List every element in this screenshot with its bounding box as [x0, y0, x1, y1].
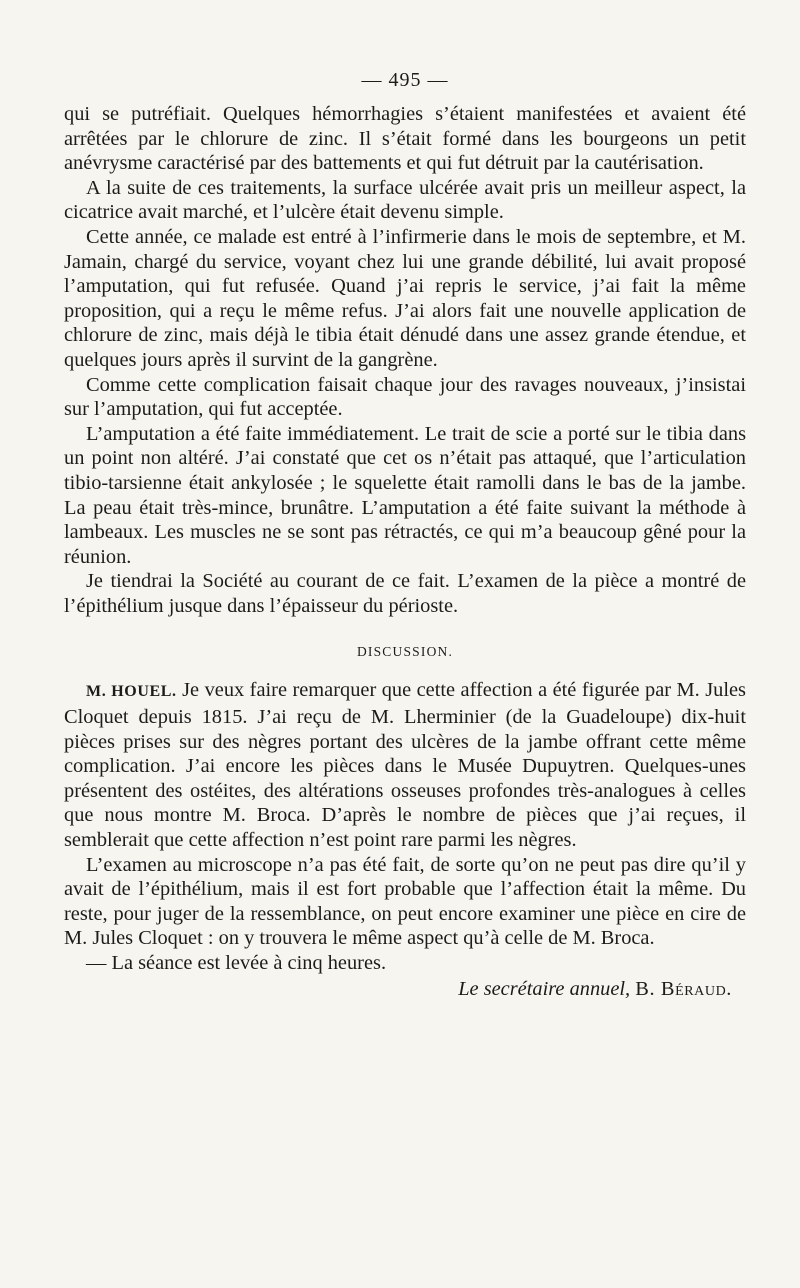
discussion-heading: DISCUSSION.	[356, 644, 454, 660]
paragraph-3: Cette année, ce malade est entré à l’infirmerie dans le mois de septembre, et M. Jamain, chargé du service, voyant chez lui une grande débilité, lui avait proposé l’amputation, qui fut refusée. Quand j’ai repris le service, j’ai fait la même proposition, qui a reçu le même refus. J’ai alors fait une nouvelle application de chlorure de zinc, mais déjà le tibia était dénudé dans une assez grande étendue, et quelques jours après il survint de la gangrène.	[64, 225, 746, 371]
paragraph-5: L’amputation a été faite immédiatement. Le trait de scie a porté sur le tibia dans un point non altéré. J’ai constaté que cet os n’était pas attaqué, que l’articulation tibio-tarsienne était ankylosée ; le squelette était ramolli dans le bas de la jambe. La peau était très-mince, brunâtre. L’amputation a été faite suivant la méthode à lambeaux. Les muscles ne se sont pas rétractés, ce qui m’a beaucoup gêné pour la réunion.	[64, 422, 746, 568]
discussion-paragraph-2: L’examen au microscope n’a pas été fait, de sorte qu’on ne peut pas dire qu’il y avait de l’épithélium, mais il est fort probable que l’affection était la même. Du reste, pour juger de la ressemblance, on peut encore examiner une pièce en cire de M. Jules Cloquet : on y trouvera le même aspect qu’à celle de M. Broca.	[64, 853, 746, 950]
paragraph-4: Comme cette complication faisait chaque jour des ravages nouveaux, j’insistai sur l’amputation, qui fut acceptée.	[64, 373, 746, 421]
session-closing: — La séance est levée à cinq heures.	[86, 952, 387, 974]
speaker-name: M. HOUEL.	[86, 683, 177, 701]
book-page	[64, 66, 746, 1002]
signature-role: Le secrétaire annuel,	[458, 977, 631, 1000]
signature	[64, 976, 732, 1002]
paragraph-2: A la suite de ces traitements, la surface ulcérée avait pris un meilleur aspect, la cicatrice avait marché, et l’ulcère était devenu simple.	[64, 176, 746, 224]
page-number: — 495 —	[361, 69, 449, 91]
discussion-paragraph-1	[64, 678, 746, 852]
signature-author: B. Béraud.	[635, 977, 732, 1000]
discussion-text-1: Je veux faire remarquer que cette affection a été figurée par M. Jules Cloquet depuis 1815. J’ai reçu de M. Lherminier (de la Guadeloupe) dix-huit pièces prises sur des nègres portant des ulcères de la jambe offrant cette même complication. J’ai encore les pièces dans le Musée Dupuytren. Quelques-unes présentent des ostéites, des altérations osseuses profondes très-analogues à celles que nous montre M. Broca. D’après le nombre de pièces que j’ai reçues, il semblerait que cette affection n’est point rare parmi les nègres.	[64, 679, 746, 852]
paragraph-1: qui se putréfiait. Quelques hémorrhagies s’étaient manifestées et avaient été arrêtées par le chlorure de zinc. Il s’était formé dans les bourgeons un petit anévrysme caractérisé par des battements et qui fut détruit par la cautérisation.	[64, 103, 746, 175]
paragraph-6: Je tiendrai la Société au courant de ce fait. L’examen de la pièce a montré de l’épithélium jusque dans l’épaisseur du périoste.	[64, 570, 746, 617]
